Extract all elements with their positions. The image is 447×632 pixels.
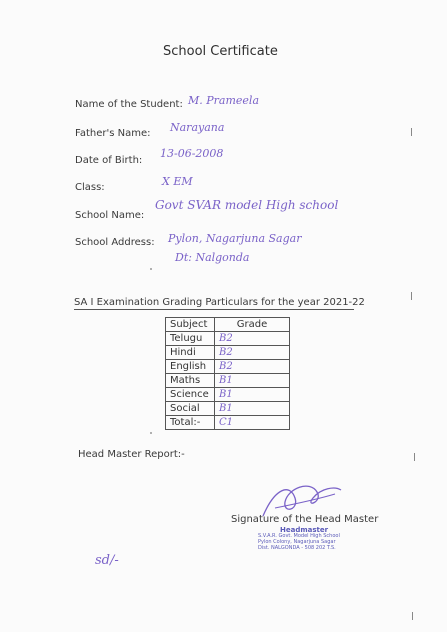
father-name-value: Narayana [170,121,225,134]
head-master-report-label: Head Master Report:- [78,449,185,460]
exam-heading-underline [74,309,354,310]
stamp-title: Headmaster [280,526,329,534]
stamp-line: Pylon Colony, Nagarjuna Sagar [258,539,336,545]
edge-mark [412,612,413,620]
grade-cell: B2 [219,347,233,358]
table-row [166,416,290,430]
class-value: X EM [162,175,193,188]
table-header-subject: Subject [166,318,215,332]
stamp-line: S.V.A.R. Govt. Model High School [258,533,340,539]
subject-cell: Maths [166,374,215,388]
initials: sd/- [95,553,119,568]
table-row [166,332,290,346]
subject-cell: Total:- [166,416,215,430]
speck [150,432,152,434]
grades-table [165,317,290,430]
subject-cell: Hindi [166,346,215,360]
dob-label: Date of Birth: [75,155,143,166]
grade-cell: B2 [219,333,233,344]
table-row [166,374,290,388]
table-header-row [166,318,290,332]
signature-label: Signature of the Head Master [231,514,379,525]
student-name-label: Name of the Student: [75,99,183,110]
table-row [166,360,290,374]
grade-cell: B1 [219,375,233,386]
edge-mark [411,292,412,300]
speck [150,268,152,270]
headmaster-stamp [258,527,340,551]
dob-value: 13-06-2008 [160,147,224,160]
grade-cell: B1 [219,403,233,414]
class-label: Class: [75,182,105,193]
table-row [166,388,290,402]
father-name-label: Father's Name: [75,128,151,139]
table-row [166,346,290,360]
school-address-value: Pylon, Nagarjuna Sagar [168,232,302,245]
student-name-value: M. Prameela [188,94,260,107]
school-address-value-line2: Dt: Nalgonda [175,251,250,264]
edge-mark [411,128,412,136]
stamp-line: Dist. NALGONDA - 508 202 T.S. [258,545,336,551]
school-name-value: Govt SVAR model High school [155,198,339,212]
table-header-grade: Grade [215,318,290,332]
certificate-title: School Certificate [163,44,278,59]
exam-heading: SA I Examination Grading Particulars for the year 2021-22 [74,297,365,308]
subject-cell: English [166,360,215,374]
subject-cell: Social [166,402,215,416]
subject-cell: Telugu [166,332,215,346]
grade-cell: B1 [219,389,233,400]
table-row [166,402,290,416]
grade-cell: C1 [219,417,234,428]
subject-cell: Science [166,388,215,402]
edge-mark [414,453,415,461]
school-name-label: School Name: [75,210,145,221]
school-address-label: School Address: [75,237,155,248]
grade-cell: B2 [219,361,233,372]
